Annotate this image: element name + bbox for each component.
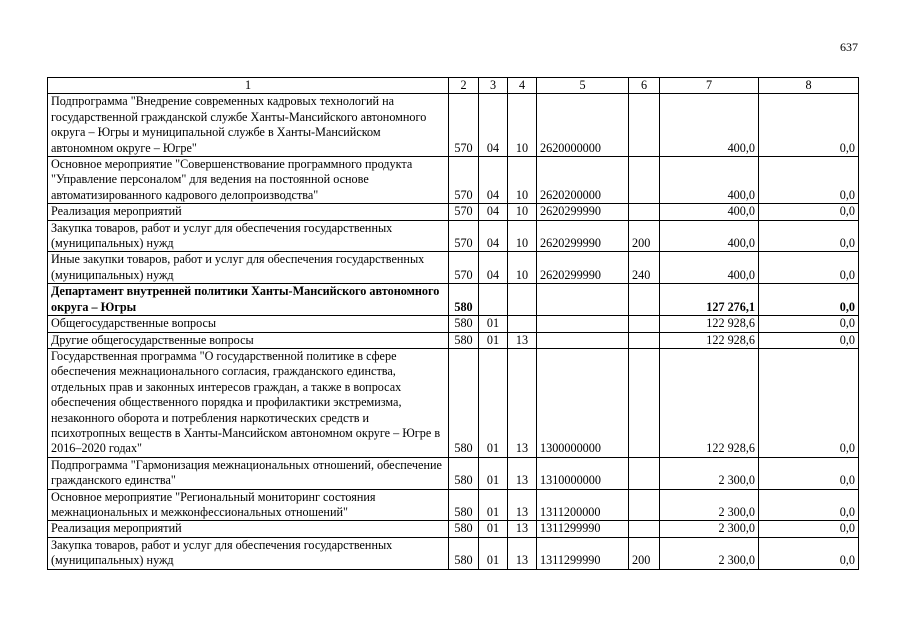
row-expense-type-cell [629, 204, 660, 220]
header-cell: 7 [660, 78, 759, 94]
row-section-cell: 04 [479, 220, 508, 252]
row-code-cell: 580 [449, 521, 479, 537]
row-code-cell: 580 [449, 316, 479, 332]
table-row [48, 489, 859, 521]
row-amount-cell: 400,0 [660, 204, 759, 220]
row-amount-cell: 2 300,0 [660, 489, 759, 521]
row-name-cell: Другие общегосударственные вопросы [48, 332, 449, 348]
header-cell: 1 [48, 78, 449, 94]
row-amount-cell: 122 928,6 [660, 316, 759, 332]
row-section-cell [479, 284, 508, 316]
row-target-cell: 1310000000 [537, 457, 629, 489]
row-subsection-cell: 13 [508, 457, 537, 489]
row-amount2-cell: 0,0 [759, 348, 859, 457]
row-target-cell [537, 332, 629, 348]
row-section-cell: 01 [479, 537, 508, 569]
row-subsection-cell: 13 [508, 332, 537, 348]
table-row [48, 220, 859, 252]
header-cell: 8 [759, 78, 859, 94]
row-section-cell: 04 [479, 204, 508, 220]
table-row [48, 316, 859, 332]
row-subsection-cell: 13 [508, 348, 537, 457]
row-code-cell: 570 [449, 204, 479, 220]
header-cell: 6 [629, 78, 660, 94]
row-expense-type-cell [629, 521, 660, 537]
header-cell: 3 [479, 78, 508, 94]
row-amount2-cell: 0,0 [759, 316, 859, 332]
row-section-cell: 04 [479, 94, 508, 157]
row-amount2-cell: 0,0 [759, 220, 859, 252]
row-code-cell: 580 [449, 489, 479, 521]
row-expense-type-cell: 200 [629, 537, 660, 569]
table-row [48, 521, 859, 537]
row-expense-type-cell [629, 94, 660, 157]
row-code-cell: 580 [449, 348, 479, 457]
row-subsection-cell: 10 [508, 220, 537, 252]
page-number: 637 [840, 40, 858, 54]
row-amount-cell: 122 928,6 [660, 348, 759, 457]
row-expense-type-cell [629, 348, 660, 457]
row-name-cell: Реализация мероприятий [48, 521, 449, 537]
row-amount-cell: 122 928,6 [660, 332, 759, 348]
row-code-cell: 570 [449, 252, 479, 284]
row-target-cell: 1311299990 [537, 521, 629, 537]
row-expense-type-cell [629, 284, 660, 316]
row-amount2-cell: 0,0 [759, 457, 859, 489]
table-body [48, 78, 859, 570]
row-amount-cell: 2 300,0 [660, 457, 759, 489]
row-section-cell: 01 [479, 332, 508, 348]
row-amount-cell: 400,0 [660, 94, 759, 157]
row-target-cell: 2620299990 [537, 252, 629, 284]
row-target-cell: 2620299990 [537, 204, 629, 220]
row-amount2-cell: 0,0 [759, 94, 859, 157]
row-code-cell: 580 [449, 332, 479, 348]
row-target-cell: 1311299990 [537, 537, 629, 569]
row-expense-type-cell: 200 [629, 220, 660, 252]
row-amount-cell: 400,0 [660, 220, 759, 252]
row-target-cell: 2620000000 [537, 94, 629, 157]
row-expense-type-cell [629, 489, 660, 521]
row-amount2-cell: 0,0 [759, 252, 859, 284]
table-row [48, 284, 859, 316]
row-section-cell: 01 [479, 316, 508, 332]
row-expense-type-cell [629, 457, 660, 489]
row-amount-cell: 400,0 [660, 157, 759, 204]
row-name-cell: Общегосударственные вопросы [48, 316, 449, 332]
row-section-cell: 01 [479, 521, 508, 537]
header-cell: 4 [508, 78, 537, 94]
header-cell: 2 [449, 78, 479, 94]
row-amount2-cell: 0,0 [759, 157, 859, 204]
table-row [48, 457, 859, 489]
row-name-cell: Закупка товаров, работ и услуг для обеспечения государственных (муниципальных) нужд [48, 220, 449, 252]
row-code-cell: 570 [449, 94, 479, 157]
row-expense-type-cell: 240 [629, 252, 660, 284]
row-subsection-cell: 10 [508, 252, 537, 284]
row-code-cell: 570 [449, 157, 479, 204]
row-subsection-cell: 10 [508, 94, 537, 157]
row-target-cell: 2620200000 [537, 157, 629, 204]
table-row [48, 157, 859, 204]
row-code-cell: 580 [449, 457, 479, 489]
row-amount2-cell: 0,0 [759, 332, 859, 348]
row-amount-cell: 127 276,1 [660, 284, 759, 316]
row-subsection-cell: 13 [508, 537, 537, 569]
row-subsection-cell [508, 316, 537, 332]
row-name-cell: Подпрограмма "Гармонизация межнациональных отношений, обеспечение гражданского единства" [48, 457, 449, 489]
row-name-cell: Основное мероприятие "Совершенствование программного продукта "Управление персоналом" для ведения на постоянной основе автоматизированного кадрового делопроизводства" [48, 157, 449, 204]
row-target-cell [537, 316, 629, 332]
table-row [48, 348, 859, 457]
table-header-row [48, 78, 859, 94]
row-subsection-cell: 13 [508, 521, 537, 537]
row-amount2-cell: 0,0 [759, 521, 859, 537]
row-name-cell: Иные закупки товаров, работ и услуг для обеспечения государственных (муниципальных) нужд [48, 252, 449, 284]
row-name-cell: Основное мероприятие "Региональный мониторинг состояния межнациональных и межконфессиональных отношений" [48, 489, 449, 521]
row-code-cell: 570 [449, 220, 479, 252]
row-target-cell: 2620299990 [537, 220, 629, 252]
row-section-cell: 01 [479, 348, 508, 457]
row-target-cell [537, 284, 629, 316]
header-cell: 5 [537, 78, 629, 94]
row-amount2-cell: 0,0 [759, 284, 859, 316]
budget-table [47, 77, 859, 570]
row-amount-cell: 400,0 [660, 252, 759, 284]
table-row [48, 94, 859, 157]
row-amount2-cell: 0,0 [759, 204, 859, 220]
row-expense-type-cell [629, 157, 660, 204]
row-code-cell: 580 [449, 537, 479, 569]
row-subsection-cell: 10 [508, 157, 537, 204]
table-row [48, 252, 859, 284]
row-amount2-cell: 0,0 [759, 537, 859, 569]
table-row [48, 332, 859, 348]
row-target-cell: 1311200000 [537, 489, 629, 521]
row-name-cell: Подпрограмма "Внедрение современных кадровых технологий на государственной гражданской службе Ханты-Мансийского автономного округа – Югры и муниципальной службе в Ханты-Мансийском автономном округе – Югре" [48, 94, 449, 157]
row-section-cell: 01 [479, 457, 508, 489]
row-subsection-cell: 10 [508, 204, 537, 220]
row-amount2-cell: 0,0 [759, 489, 859, 521]
row-subsection-cell [508, 284, 537, 316]
row-name-cell: Закупка товаров, работ и услуг для обеспечения государственных (муниципальных) нужд [48, 537, 449, 569]
row-expense-type-cell [629, 316, 660, 332]
row-name-cell: Реализация мероприятий [48, 204, 449, 220]
row-code-cell: 580 [449, 284, 479, 316]
row-section-cell: 04 [479, 157, 508, 204]
row-name-cell: Государственная программа "О государственной политике в сфере обеспечения межнационального согласия, гражданского единства, отдельных прав и законных интересов граждан, а также в вопросах обеспечения общественного порядка и профилактики экстремизма, незаконного оборота и потребления наркотических средств и психотропных веществ в Ханты-Мансийском автономном округе – Югре в 2016–2020 годах" [48, 348, 449, 457]
row-expense-type-cell [629, 332, 660, 348]
row-target-cell: 1300000000 [537, 348, 629, 457]
row-section-cell: 04 [479, 252, 508, 284]
table-row [48, 204, 859, 220]
table-row [48, 537, 859, 569]
row-section-cell: 01 [479, 489, 508, 521]
row-amount-cell: 2 300,0 [660, 537, 759, 569]
row-subsection-cell: 13 [508, 489, 537, 521]
row-name-cell: Департамент внутренней политики Ханты-Мансийского автономного округа – Югры [48, 284, 449, 316]
row-amount-cell: 2 300,0 [660, 521, 759, 537]
